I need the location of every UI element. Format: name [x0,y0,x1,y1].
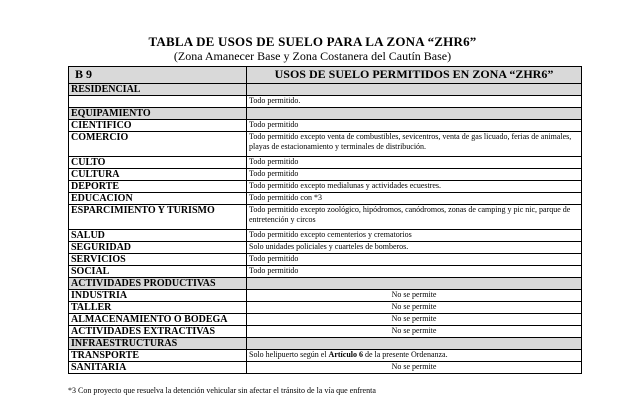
table-row [69,314,582,326]
row-value: No se permite [247,314,582,326]
row-label: CULTURA [69,169,247,181]
page-title: TABLA DE USOS DE SUELO PARA LA ZONA “ZHR6” [148,34,477,49]
row-label: SALUD [69,230,247,242]
row-value: Todo permitido excepto venta de combustibles, sevicentros, venta de gas licuado, ferias de animales, playas de estacionamiento y terminales de distribución. [247,132,582,157]
row-label: ESPARCIMIENTO Y TURISMO [69,205,247,230]
section-row-equipamiento [69,108,582,120]
row-value: Solo helipuerto según el Artículo 6 de la presente Ordenanza. [247,350,582,362]
table-row [69,132,582,157]
row-label: CULTO [69,157,247,169]
table-row [69,193,582,205]
article-reference: Artículo 6 [328,350,363,359]
row-label: EDUCACION [69,193,247,205]
row-label: SANITARIA [69,362,247,374]
row-value: Todo permitido. [247,96,582,108]
section-label: INFRAESTRUCTURAS [69,338,247,350]
row-value: Todo permitido [247,157,582,169]
section-label: EQUIPAMIENTO [69,108,247,120]
row-value: Todo permitido excepto medialunas y actividades ecuestres. [247,181,582,193]
row-value: Solo unidades policiales y cuarteles de bomberos. [247,242,582,254]
table-code: B 9 [69,67,247,84]
table-row [69,350,582,362]
table-row [69,205,582,230]
row-value: No se permite [247,302,582,314]
row-value: No se permite [247,326,582,338]
footnote: *3 Con proyecto que resuelva la detención vehicular sin afectar el tránsito de la vía que enfrenta [68,386,376,395]
table-row [69,362,582,374]
row-label: INDUSTRIA [69,290,247,302]
row-value: Todo permitido excepto zoológico, hipódromos, canódromos, zonas de camping y pic nic, parque de entretención y circos [247,205,582,230]
table-row [69,326,582,338]
row-value: No se permite [247,290,582,302]
row-label: DEPORTE [69,181,247,193]
table-row [69,302,582,314]
row-label: ALMACENAMIENTO O BODEGA [69,314,247,326]
row-label: COMERCIO [69,132,247,157]
table-row [69,181,582,193]
section-row-infraestructuras [69,338,582,350]
row-label: SERVICIOS [69,254,247,266]
table-header-row [69,67,582,84]
table-row [69,290,582,302]
land-use-table [68,66,582,374]
table-row [69,169,582,181]
page-subtitle: (Zona Amanecer Base y Zona Costanera del Cautín Base) [173,49,452,63]
row-value: Todo permitido [247,254,582,266]
table-heading: USOS DE SUELO PERMITIDOS EN ZONA “ZHR6” [247,67,582,84]
section-row-productivas [69,278,582,290]
section-label: RESIDENCIAL [69,84,247,96]
row-label: TRANSPORTE [69,350,247,362]
table-row [69,96,582,108]
section-label: ACTIVIDADES PRODUCTIVAS [69,278,247,290]
table-row [69,120,582,132]
row-label: ACTIVIDADES EXTRACTIVAS [69,326,247,338]
table-row [69,230,582,242]
table-row [69,157,582,169]
row-label: SOCIAL [69,266,247,278]
row-value: No se permite [247,362,582,374]
row-value: Todo permitido [247,120,582,132]
table-row [69,266,582,278]
row-value: Todo permitido [247,169,582,181]
row-value: Todo permitido [247,266,582,278]
table-row [69,242,582,254]
row-value: Todo permitido excepto cementerios y crematorios [247,230,582,242]
row-value: Todo permitido con *3 [247,193,582,205]
row-label: SEGURIDAD [69,242,247,254]
table-row [69,254,582,266]
section-row-residencial [69,84,582,96]
row-label: CIENTIFICO [69,120,247,132]
row-label: TALLER [69,302,247,314]
